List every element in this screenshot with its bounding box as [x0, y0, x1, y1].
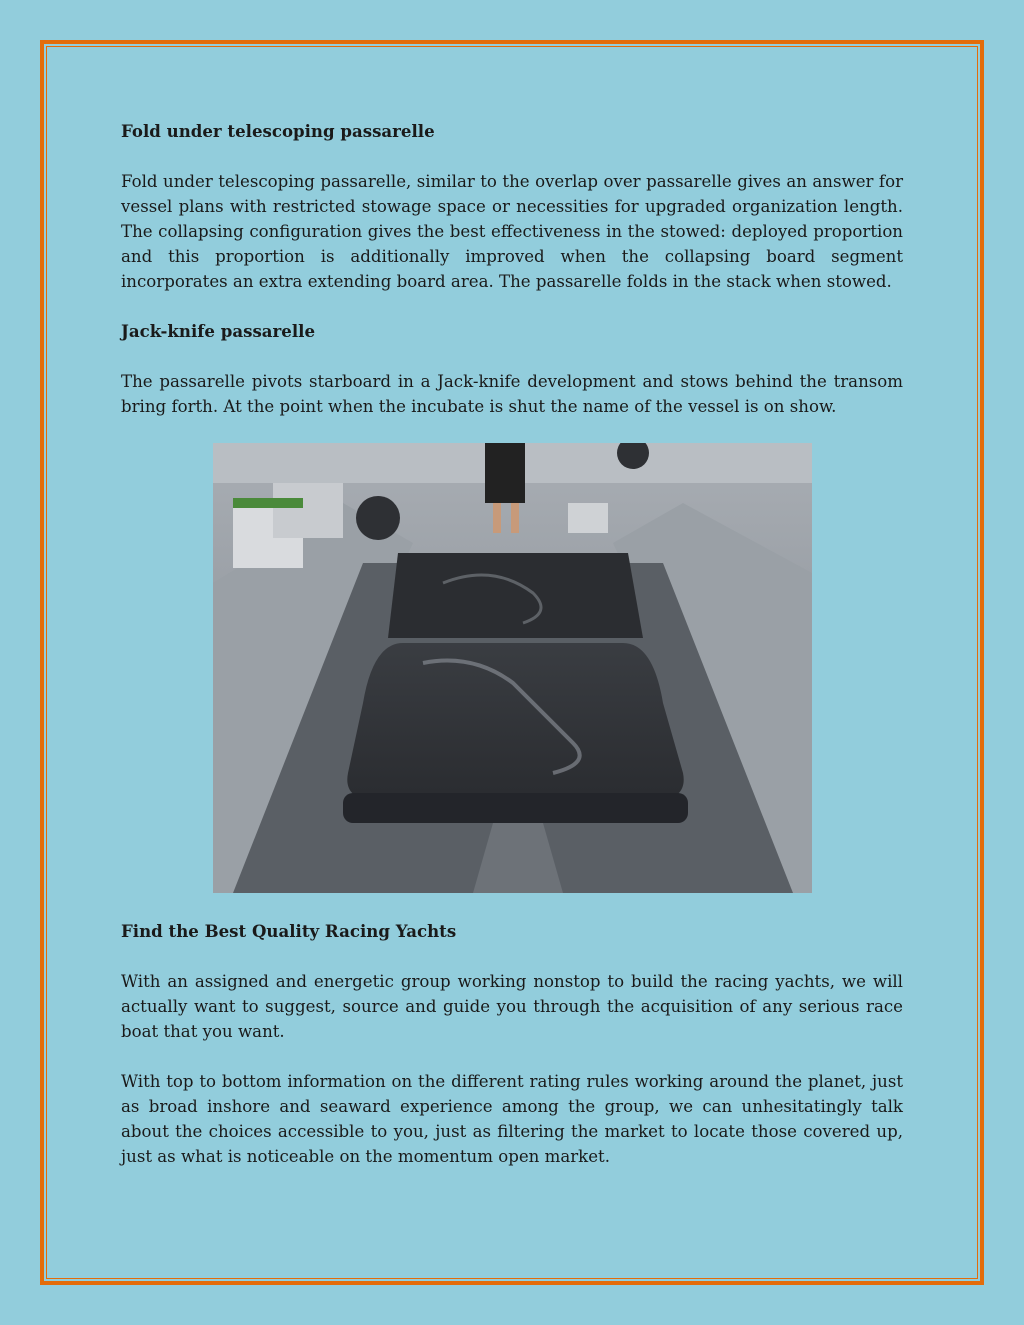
section-paragraph-racing-yachts-2: With top to bottom information on the different rating rules working around the planet, just as broad inshore and seaward experience among the group, we can unhesitatingly talk about the choices accessible to you, just as filtering the market to locate those covered up, just as what is noticeable on the momentum open market. [121, 1072, 903, 1166]
yacht-deck-photo [213, 443, 812, 893]
document-body-continued [121, 919, 903, 1169]
section-paragraph-jack-knife: The passarelle pivots starboard in a Jack-knife development and stows behind the transom bring forth. At the point when the incubate is shut the name of the vessel is on show. [121, 372, 903, 416]
section-paragraph-fold-under: Fold under telescoping passarelle, similar to the overlap over passarelle gives an answer for vessel plans with restricted stowage space or necessities for upgraded organization length. The collapsing configuration gives the best effectiveness in the stowed: deployed proportion and this proportion is additionally improved when the collapsing board segment incorporates an extra extending board area. The passarelle folds in the stack when stowed. [121, 172, 903, 291]
section-heading-fold-under: Fold under telescoping passarelle [121, 121, 435, 141]
section-heading-racing-yachts: Find the Best Quality Racing Yachts [121, 921, 457, 941]
document-body [121, 119, 903, 419]
section-heading-jack-knife: Jack-knife passarelle [121, 321, 316, 341]
section-paragraph-racing-yachts-1: With an assigned and energetic group working nonstop to build the racing yachts, we will actually want to suggest, source and guide you through the acquisition of any serious race boat that you want. [121, 972, 903, 1041]
